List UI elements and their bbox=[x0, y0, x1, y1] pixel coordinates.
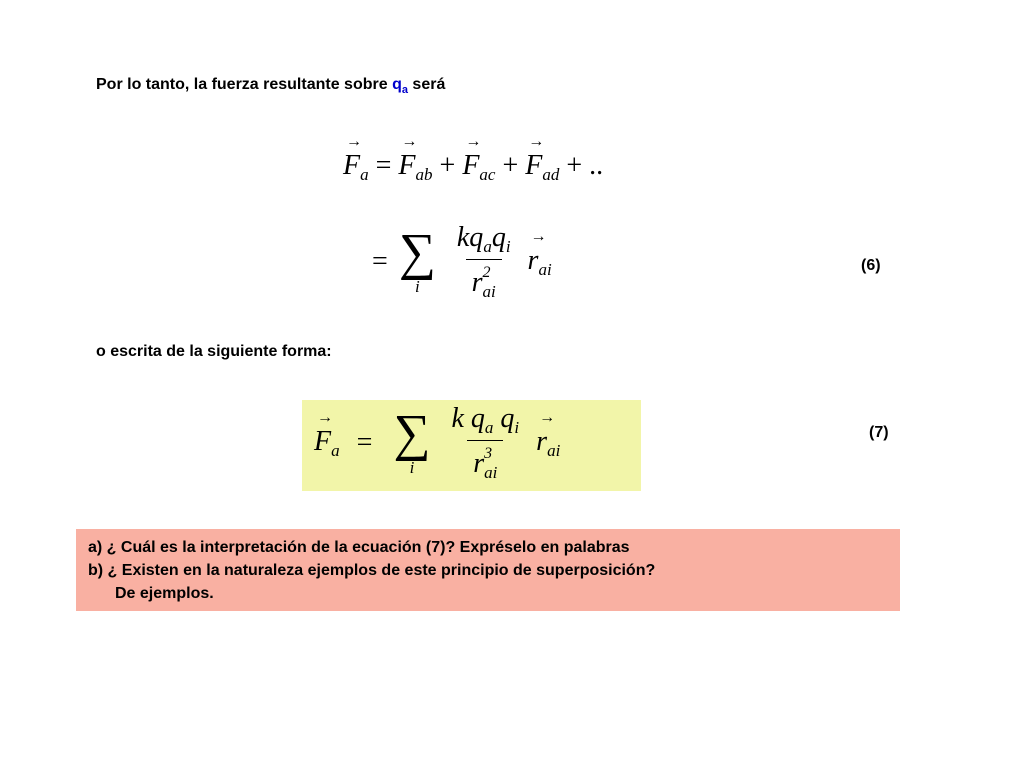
question-b: b) ¿ Existen en la naturaleza ejemplos de este principio de superposición? bbox=[88, 562, 656, 579]
middle-text: o escrita de la siguiente forma: bbox=[96, 343, 332, 360]
question-b-continued: De ejemplos. bbox=[115, 585, 214, 602]
equation-7-label: (7) bbox=[869, 424, 889, 441]
equation-6-line-1: → $F_a$ = → $F_{ab}$ + → $F_{ac}$ + → $F_{ad}$ + .. bbox=[343, 150, 603, 185]
questions-box bbox=[76, 529, 900, 611]
question-a: a) ¿ Cuál es la interpretación de la ecuación (7)? Expréselo en palabras bbox=[88, 539, 630, 556]
equation-7: → $F_a$ = ∑ i $\frac{k q_a q_i}{r^3_{ai}}$ → $r_{ai}$ bbox=[314, 403, 560, 483]
summation-symbol: ∑ i bbox=[393, 405, 431, 477]
equation-6-line-2: = ∑ i $\frac{kq_aq_i}{r^2_{ai}}$ → $r_{ai}$ bbox=[372, 222, 552, 302]
charge-symbol: $q_a$ bbox=[392, 76, 408, 97]
equation-6-label: (6) bbox=[861, 257, 881, 274]
summation-symbol: ∑ i bbox=[398, 224, 436, 296]
intro-text: Por lo tanto, la fuerza resultante sobre $q_a$ será bbox=[96, 76, 446, 97]
